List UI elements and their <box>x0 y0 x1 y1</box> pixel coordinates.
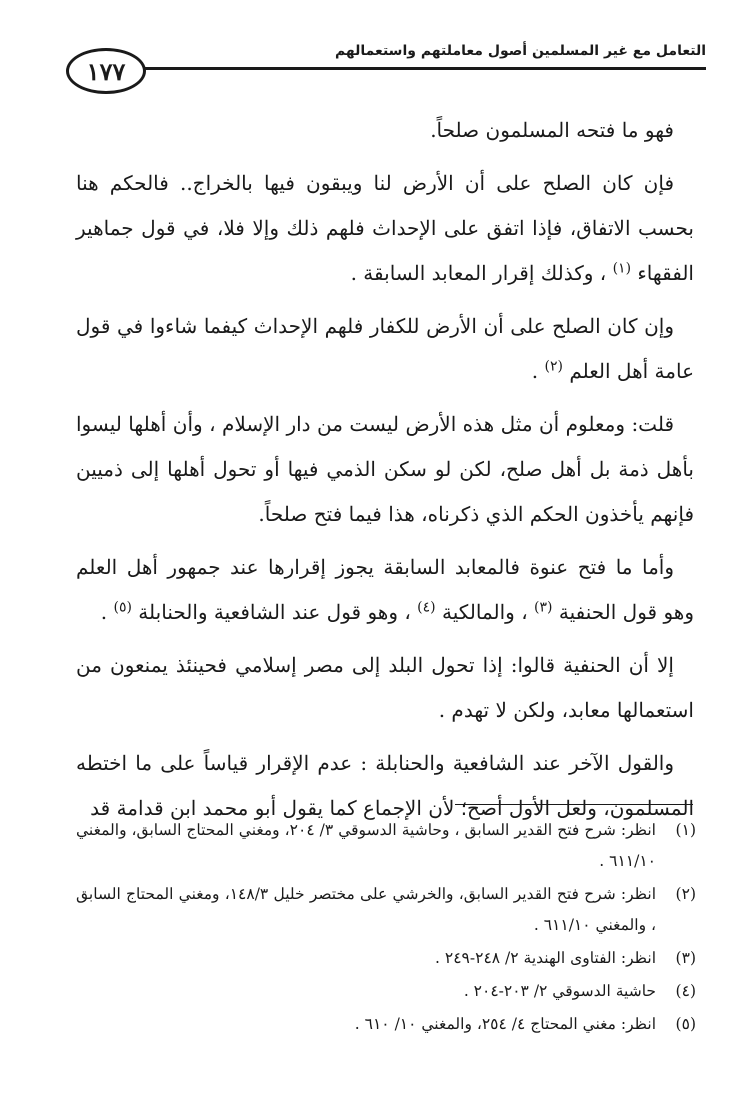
footnote-number: (٣) <box>675 949 696 967</box>
footnote-marker: (٥) <box>113 599 132 616</box>
paragraph-text: فإن كان الصلح على أن الأرض لنا ويبقون فيها بالخراج.. فالحكم هنا بحسب الاتفاق، فإذا اتفق على الإحداث فلهم ذلك وإلا فلا، في قول جماهير الفقهاء <box>76 171 694 285</box>
paragraph <box>76 643 694 733</box>
footnote-text: انظر: شرح فتح القدير السابق، والخرشي على مختصر خليل ١٤٨/٣، ومغني المحتاج السابق ، والمغني ٦١١/١٠ . <box>76 885 657 934</box>
footnote-marker: (٤) <box>417 599 436 616</box>
header-rule <box>136 67 706 70</box>
footnote-text: حاشية الدسوقي ٢/ ٢٠٣-٢٠٤ . <box>463 982 656 1000</box>
footnote-number: (٤) <box>675 982 696 1000</box>
footnote-marker: (١) <box>612 260 632 277</box>
footnote <box>76 815 696 877</box>
footnote-text: انظر: مغني المحتاج ٤/ ٢٥٤، والمغني ١٠/ ٦١٠ . <box>354 1015 656 1033</box>
paragraph-text: فهو ما فتحه المسلمون صلحاً. <box>430 118 674 142</box>
footnote <box>76 879 696 941</box>
footnote <box>76 1009 696 1040</box>
paragraph-text: إلا أن الحنفية قالوا: إذا تحول البلد إلى مصر إسلامي فحينئذ يمنعون من استعمالها معابد، ولكن لا تهدم . <box>76 653 694 722</box>
paragraph-text: وإن كان الصلح على أن الأرض للكفار فلهم الإحداث كيفما شاءوا في قول عامة أهل العلم <box>76 314 694 383</box>
paragraph-text: ، والمالكية <box>435 600 535 624</box>
footnote-number: (٢) <box>675 885 696 903</box>
paragraph-text: والقول الآخر عند الشافعية والحنابلة : عدم الإقرار قياساً على ما اختطه المسلمون، ولعل الأول أصح؛ لأن الإجماع كما يقول أبو محمد ابن قدامة قد <box>76 751 694 820</box>
footnotes <box>76 815 696 1042</box>
paragraph-text: . <box>531 359 545 383</box>
footnote <box>76 943 696 974</box>
footnote <box>76 976 696 1007</box>
paragraph-text: ، وهو قول عند الشافعية والحنابلة <box>131 600 418 624</box>
page-number: ١٧٧ <box>66 48 146 94</box>
paragraph <box>76 545 694 635</box>
footnote-marker: (٢) <box>544 358 563 375</box>
paragraph-text: ، وكذلك إقرار المعابد السابقة . <box>350 261 613 285</box>
paragraph-text: . <box>100 600 114 624</box>
footnote-text: انظر: الفتاوى الهندية ٢/ ٢٤٨-٢٤٩ . <box>435 949 656 967</box>
paragraph <box>76 161 694 296</box>
footnote-number: (٥) <box>675 1015 696 1033</box>
paragraph-text: وأما ما فتح عنوة فالمعابد السابقة يجوز إقرارها عند جمهور أهل العلم وهو قول الحنفية <box>76 555 694 624</box>
footnote-marker: (٣) <box>534 599 553 616</box>
paragraph <box>76 304 694 394</box>
paragraph-text: قلت: ومعلوم أن مثل هذه الأرض ليست من دار الإسلام ، وأن أهلها ليسوا بأهل ذمة بل أهل صلح، لكن لو سكن الذمي فيها أو تحول أهلها إلى ذميين فإنهم يأخذون الحكم الذي ذكرناه، هذا فيما فتح صلحاً. <box>76 412 694 526</box>
running-title: التعامل مع غير المسلمين أصول معاملتهم واستعمالهم <box>334 43 706 59</box>
main-text <box>76 108 694 831</box>
footnote-number: (١) <box>675 821 696 839</box>
paragraph <box>76 108 694 153</box>
footnote-separator <box>455 804 693 805</box>
paragraph <box>76 402 694 537</box>
page-header <box>66 40 706 100</box>
footnote-text: انظر: شرح فتح القدير السابق ، وحاشية الدسوقي ٣/ ٢٠٤، ومغني المحتاج السابق، والمغني ٦١١/١٠ . <box>76 821 656 870</box>
